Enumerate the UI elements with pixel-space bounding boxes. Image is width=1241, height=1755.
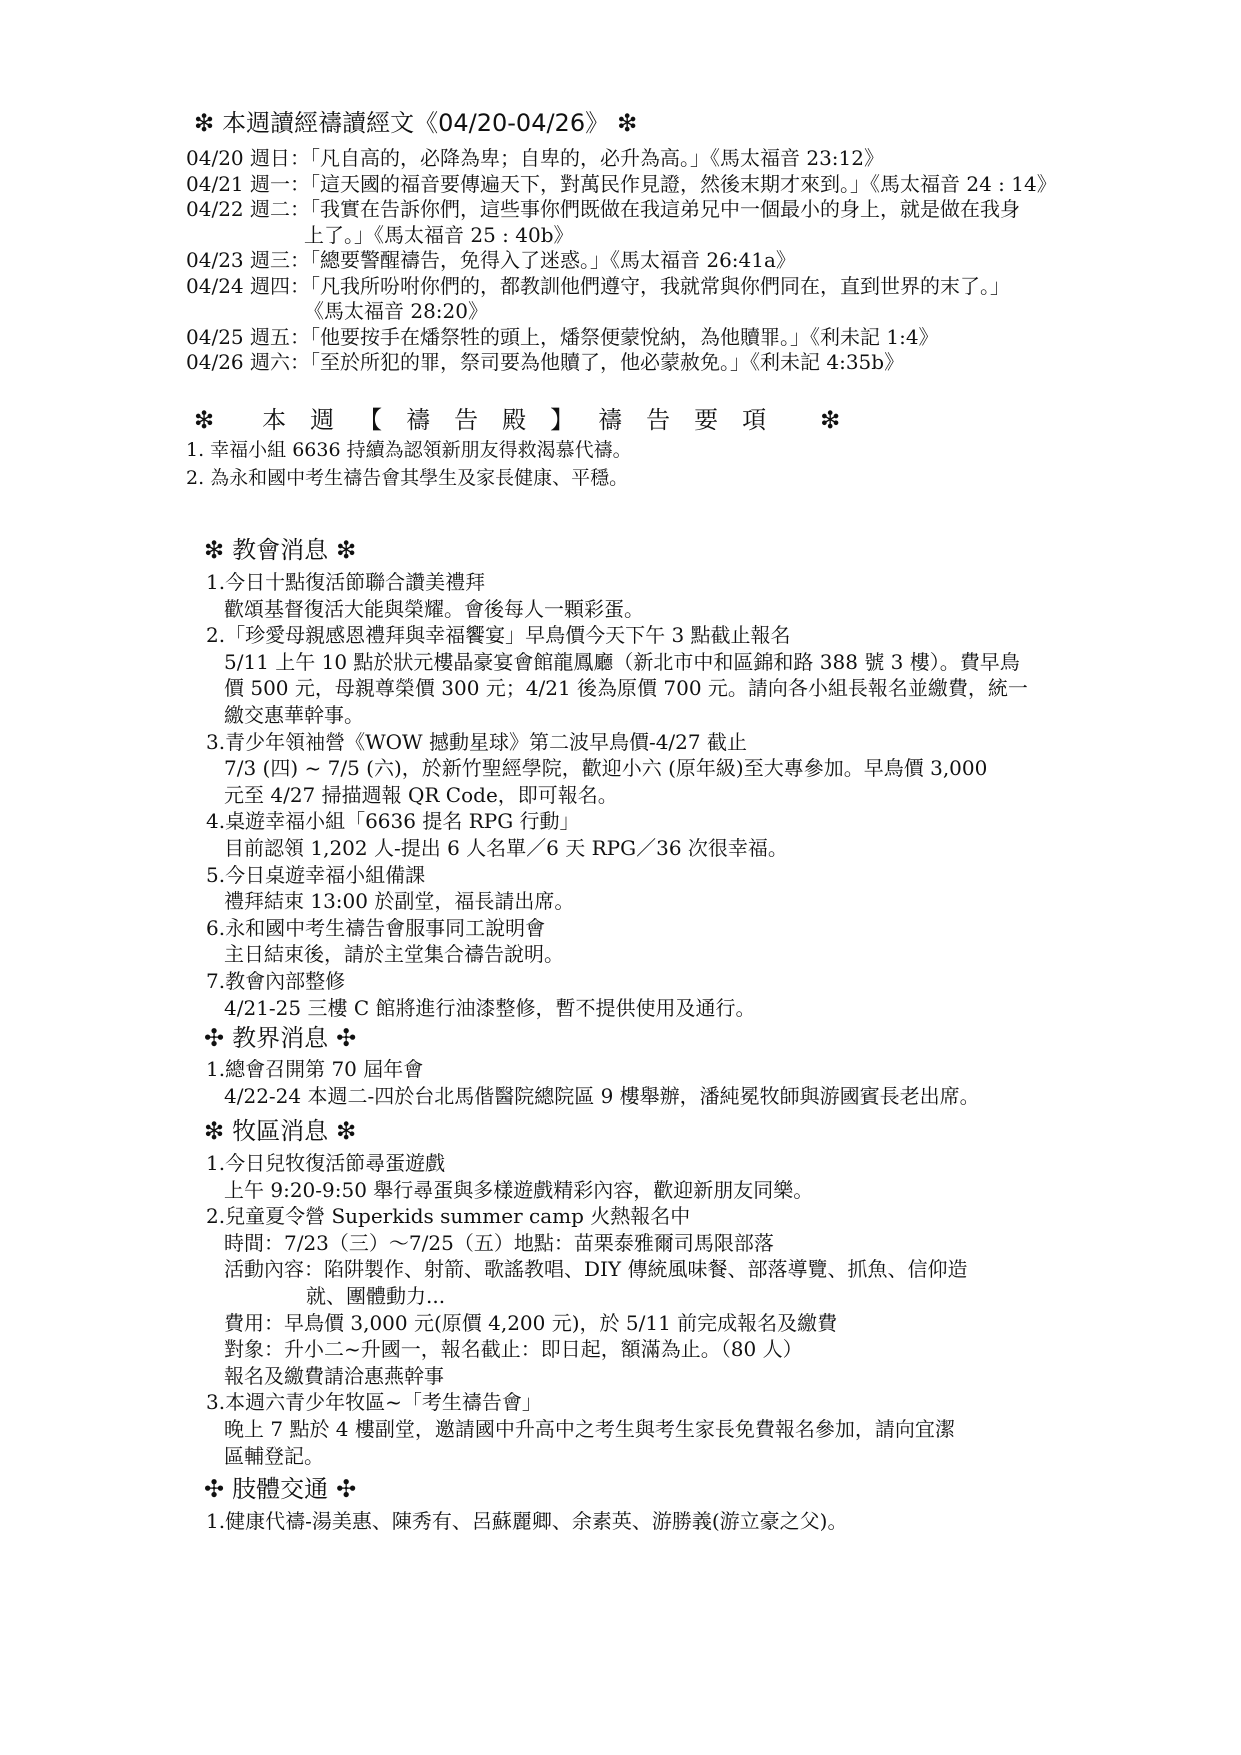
news-item-detail: 元至 4/27 掃描週報 QR Code，即可報名。 (224, 782, 618, 807)
prayer-item: 1. 幸福小組 6636 持續為認領新朋友得救渴慕代禱。 (186, 439, 632, 461)
reading-title (186, 110, 645, 136)
news-item-detail: 禮拜結束 13:00 於副堂，福長請出席。 (224, 889, 575, 914)
cross-icon: ✣ (336, 1475, 357, 1503)
reading-title-text: 本週讀經禱讀經文《04/20-04/26》 (222, 109, 610, 137)
news-item-detail: 4/21-25 三樓 C 館將進行油漆整修，暫不提供使用及通行。 (224, 995, 756, 1020)
pastoral-title-text: 牧區消息 (232, 1117, 329, 1145)
news-item-detail: 晚上 7 點於 4 樓副堂，邀請國中升高中之考生與考生家長免費報名參加，請向宜潔 (224, 1417, 955, 1441)
news-item-heading: 6.永和國中考生禱告會服事同工說明會 (206, 915, 546, 940)
news-item-heading: 7.教會內部整修 (206, 969, 346, 993)
denomination-title (196, 1025, 364, 1051)
reading-item (186, 273, 1010, 299)
pastoral-title (196, 1118, 364, 1144)
news-item-detail: 活動內容：陷阱製作、射箭、歌謠教唱、DIY 傳統風味餐、部落導覽、抓魚、信仰造 (224, 1257, 968, 1282)
flower-icon: ❇ (336, 536, 357, 564)
flower-icon: ❇ (336, 1117, 357, 1145)
church-title (196, 537, 364, 563)
reading-verse: ：「凡我所吩咐你們的，都教訓他們遵守，我就常與你們同在，直到世界的末了。」 (290, 273, 1010, 298)
reading-verse: ：「總要警醒禱告，免得入了迷惑。」《馬太福音 26:41a》 (290, 248, 796, 272)
reading-date: 04/22 週二 (186, 197, 290, 221)
flower-icon: ❇ (194, 109, 215, 137)
reading-date: 04/26 週六 (186, 350, 290, 374)
news-item-detail: 區輔登記。 (224, 1443, 324, 1468)
news-item-detail: 目前認領 1,202 人-提出 6 人名單／6 天 RPG／36 次很幸福。 (224, 836, 788, 860)
reading-date: 04/21 週一 (186, 171, 290, 196)
reading-date: 04/23 週三 (186, 248, 290, 272)
reading-verse: ：「這天國的福音要傳遍天下，對萬民作見證，然後末期才來到。」《馬太福音 24 : 14》 (290, 171, 1057, 196)
reading-verse: ：「他要按手在燔祭牲的頭上，燔祭便蒙悅納，為他贖罪。」《利未記 1:4》 (290, 324, 939, 349)
reading-verse: ：「凡自高的，必降為卑；自卑的，必升為高。」《馬太福音 23:12》 (290, 146, 884, 170)
news-item-detail: 報名及繳費請洽惠燕幹事 (224, 1363, 444, 1388)
reading-verse: ：「我實在告訴你們，這些事你們既做在我這弟兄中一個最小的身上，就是做在我身 (290, 197, 1020, 221)
news-item-detail: 價 500 元，母親尊榮價 300 元；4/21 後為原價 700 元。請向各小組長報名並繳費，統一 (224, 676, 1028, 701)
news-item-detail: 主日結束後，請於主堂集合禱告說明。 (224, 942, 564, 967)
reading-date: 04/24 週四 (186, 273, 290, 298)
news-item-detail: 7/3 (四) ~ 7/5 (六)，於新竹聖經學院，歡迎小六 (原年級)至大專參加。早鳥價 3,000 (224, 756, 988, 781)
news-item-heading: 1.今日十點復活節聯合讚美禮拜 (206, 570, 486, 594)
reading-date: 04/25 週五 (186, 324, 290, 349)
news-item-heading: 1.總會召開第 70 屆年會 (206, 1057, 424, 1081)
news-item-detail: 對象：升小二~升國一，報名截止：即日起，額滿為止。（80 人） (224, 1337, 803, 1362)
reading-item (186, 349, 904, 375)
news-item-detail: 5/11 上午 10 點於狀元樓晶豪宴會館龍鳳廳（新北市中和區錦和路 388 號 3 樓）。費早鳥 (224, 649, 1020, 674)
cross-icon: ✣ (336, 1024, 357, 1052)
members-title (196, 1476, 364, 1502)
news-item-heading: 2.兒童夏令營 Superkids summer camp 火熱報名中 (206, 1204, 691, 1229)
reading-item (186, 196, 1020, 222)
members-title-text: 肢體交通 (232, 1475, 329, 1503)
news-item-heading: 1.健康代禱-湯美惠、陳秀有、呂蘇麗卿、余素英、游勝義(游立豪之父)。 (206, 1509, 848, 1533)
flower-icon: ❇ (204, 1117, 225, 1145)
reading-item (186, 324, 939, 350)
cross-icon: ✣ (204, 1024, 225, 1052)
news-item-detail: 歡頌基督復活大能與榮耀。會後每人一顆彩蛋。 (224, 596, 644, 621)
reading-date: 04/20 週日 (186, 146, 290, 170)
cross-icon: ✣ (204, 1475, 225, 1503)
news-item-detail: 上午 9:20-9:50 舉行尋蛋與多樣遊戲精彩內容，歡迎新朋友同樂。 (224, 1177, 814, 1202)
reading-verse-continued: 《馬太福音 28:20》 (304, 299, 488, 323)
reading-item (186, 247, 796, 273)
news-item-heading: 2.「珍愛母親感恩禮拜與幸福饗宴」早鳥價今天下午 3 點截止報名 (206, 623, 791, 648)
flower-icon: ❇ (194, 406, 215, 434)
prayer-title-text: 本週【禱告殿】禱告要項 (262, 406, 791, 434)
flower-icon: ❇ (820, 406, 841, 434)
prayer-item: 2. 為永和國中考生禱告會其學生及家長健康、平穩。 (186, 467, 629, 489)
reading-item (186, 171, 1057, 197)
news-item-heading: 4.桌遊幸福小組「6636 提名 RPG 行動」 (206, 809, 580, 834)
denomination-title-text: 教界消息 (232, 1024, 329, 1052)
news-item-detail: 繳交惠華幹事。 (224, 703, 364, 727)
news-item-heading: 5.今日桌遊幸福小組備課 (206, 862, 426, 887)
news-item-detail: 就、團體動力... (306, 1284, 446, 1308)
news-item-detail: 時間：7/23（三）～7/25（五）地點：苗栗泰雅爾司馬限部落 (224, 1230, 774, 1255)
flower-icon: ❇ (204, 536, 225, 564)
prayer-title (186, 407, 848, 433)
news-item-heading: 3.本週六青少年牧區~「考生禱告會」 (206, 1390, 542, 1415)
news-item-detail: 4/22-24 本週二-四於台北馬偕醫院總院區 9 樓舉辦，潘純冕牧師與游國賓長老出席。 (224, 1084, 980, 1108)
news-item-detail: 費用：早鳥價 3,000 元(原價 4,200 元)，於 5/11 前完成報名及繳費 (224, 1310, 838, 1335)
reading-verse: ：「至於所犯的罪，祭司要為他贖了，他必蒙赦免。」《利未記 4:35b》 (290, 350, 905, 374)
news-item-heading: 1.今日兒牧復活節尋蛋遊戲 (206, 1151, 446, 1175)
news-item-heading: 3.青少年領袖營《WOW 撼動星球》第二波早鳥價-4/27 截止 (206, 729, 747, 754)
church-title-text: 教會消息 (232, 536, 329, 564)
reading-item (186, 145, 884, 171)
reading-verse-continued: 上了。」《馬太福音 25 : 40b》 (304, 222, 574, 247)
flower-icon: ❇ (617, 109, 638, 137)
